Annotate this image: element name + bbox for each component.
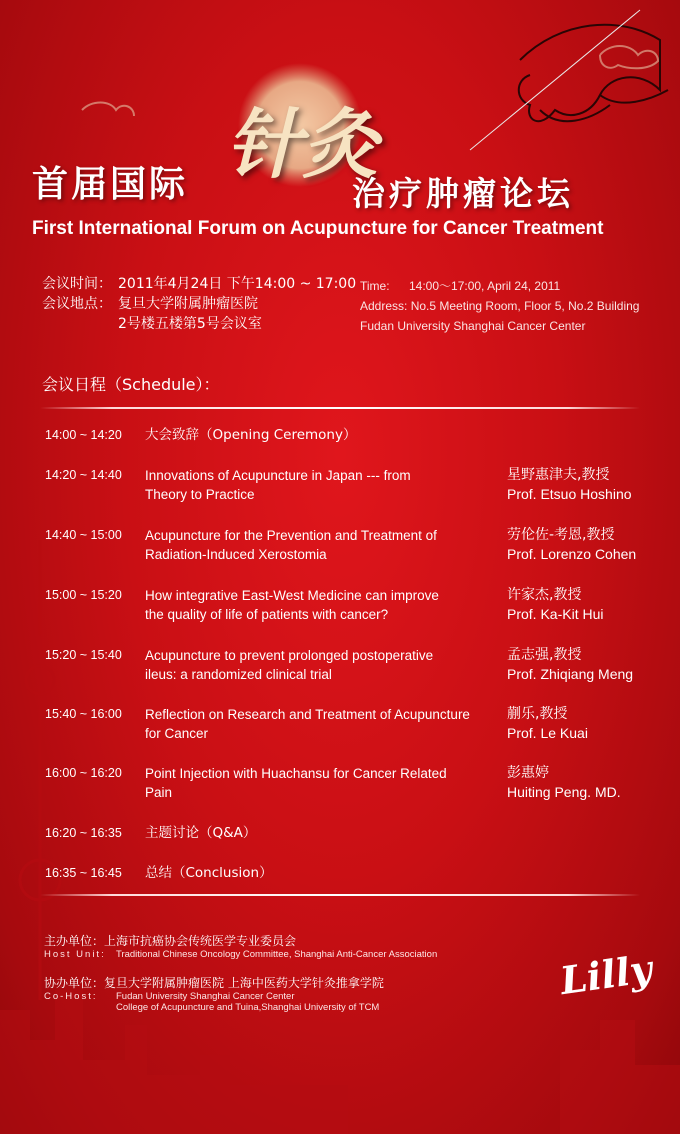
- schedule-title-line: Radiation-Induced Xerostomia: [145, 547, 327, 562]
- time-label-en: Time:: [360, 279, 390, 293]
- speaker-name-en: Prof. Le Kuai: [507, 725, 588, 741]
- schedule-title: [145, 466, 495, 504]
- schedule-title: [145, 864, 495, 883]
- cohost-value-cn: 复旦大学附属肿瘤医院 上海中医药大学针灸推拿学院: [104, 976, 384, 990]
- address-label-en: Address:: [360, 299, 408, 313]
- host-unit: [44, 932, 437, 960]
- schedule-title-line: 大会致辞（Opening Ceremony）: [145, 427, 357, 443]
- schedule-title-line: 主题讨论（Q&A）: [145, 825, 257, 841]
- schedule-title-line: Reflection on Research and Treatment of Acupuncture: [145, 707, 470, 722]
- title-english: First International Forum on Acupuncture for Cancer Treatment: [32, 218, 604, 239]
- schedule-time: 14:00 ~ 14:20: [45, 428, 122, 442]
- schedule-title-line: 总结（Conclusion）: [145, 865, 273, 881]
- title-cn-part1: 首届国际: [32, 163, 189, 205]
- speaker-name-cn: 蒯乐,教授: [507, 706, 568, 722]
- address-line2-cn: 2号楼五楼第5号会议室: [118, 316, 262, 332]
- speaker-name-cn: 彭惠婷: [507, 765, 549, 781]
- host-value-en: Traditional Chinese Oncology Committee, Shanghai Anti-Cancer Association: [116, 949, 438, 960]
- host-label-cn: 主办单位：: [44, 934, 105, 948]
- schedule-title: [145, 646, 495, 684]
- title-chinese: [32, 100, 652, 213]
- schedule-speaker: [507, 526, 677, 564]
- speaker-name-cn: 星野惠津夫,教授: [507, 467, 610, 483]
- speaker-name-en: Prof. Lorenzo Cohen: [507, 546, 637, 562]
- speaker-name-en: Prof. Ka-Kit Hui: [507, 606, 604, 622]
- schedule-time: 16:35 ~ 16:45: [45, 866, 122, 880]
- schedule-time: 14:40 ~ 15:00: [45, 528, 122, 542]
- title-cn-part3: 治疗肿瘤论坛: [352, 174, 574, 213]
- address-line1-en: No.5 Meeting Room, Floor 5, No.2 Building: [410, 299, 640, 313]
- schedule-title-line: ileus: a randomized clinical trial: [145, 667, 332, 682]
- time-value-cn: 2011年4月24日 下午14:00 ~ 17:00: [118, 276, 357, 292]
- schedule-title-line: for Cancer: [145, 726, 209, 741]
- cohost-value-en2: College of Acupuncture and Tuina,Shanghai University of TCM: [116, 1002, 380, 1013]
- schedule-title-line: Innovations of Acupuncture in Japan --- from: [145, 468, 411, 483]
- schedule-speaker: [507, 705, 677, 743]
- schedule-title: [145, 764, 495, 802]
- schedule-speaker: [507, 586, 677, 624]
- schedule-time: 16:20 ~ 16:35: [45, 826, 122, 840]
- schedule-title-line: Point Injection with Huachansu for Cancer Related: [145, 766, 447, 781]
- hand-drawing-icon: [519, 25, 668, 121]
- meeting-info-chinese: [42, 274, 356, 334]
- time-label-cn: 会议时间：: [42, 276, 112, 292]
- schedule-speaker: [507, 764, 677, 802]
- co-host: [44, 974, 384, 1013]
- speaker-name-en: Prof. Zhiqiang Meng: [507, 666, 634, 682]
- schedule-speaker: [507, 466, 677, 504]
- title-cn-acupuncture: 针灸: [226, 100, 378, 189]
- schedule-header: 会议日程（Schedule）：: [42, 375, 220, 394]
- schedule-title: [145, 705, 495, 743]
- cohost-value-en1: Fudan University Shanghai Cancer Center: [116, 991, 295, 1002]
- speaker-name-cn: 孟志强,教授: [507, 647, 582, 663]
- schedule-time: 15:00 ~ 15:20: [45, 588, 122, 602]
- cohost-label-en: Co-Host:: [44, 991, 98, 1002]
- schedule-time: 15:20 ~ 15:40: [45, 648, 122, 662]
- schedule-title: [145, 586, 495, 624]
- divider-top: [40, 407, 640, 409]
- schedule-title: [145, 426, 495, 445]
- schedule-time: 16:00 ~ 16:20: [45, 766, 122, 780]
- time-value-en: 14:00～17:00, April 24, 2011: [409, 279, 561, 293]
- schedule-title-line: Pain: [145, 785, 173, 800]
- schedule-time: 15:40 ~ 16:00: [45, 707, 122, 721]
- divider-bottom: [40, 894, 640, 896]
- schedule-title-line: Acupuncture for the Prevention and Treatment of: [145, 528, 437, 543]
- schedule-title: [145, 526, 495, 564]
- host-label-en: Host Unit:: [44, 949, 106, 960]
- meeting-info-english: [360, 276, 639, 336]
- speaker-name-en: Prof. Etsuo Hoshino: [507, 486, 632, 502]
- address-label-cn: 会议地点：: [42, 296, 112, 312]
- cohost-label-cn: 协办单位：: [44, 976, 105, 990]
- schedule-title-line: Acupuncture to prevent prolonged postoperative: [145, 648, 434, 663]
- host-value-cn: 上海市抗癌协会传统医学专业委员会: [104, 934, 297, 948]
- speaker-name-cn: 劳伦佐-考恩,教授: [507, 527, 615, 543]
- lilly-logo: Lilly: [557, 945, 655, 1004]
- address-line1-cn: 复旦大学附属肿瘤医院: [118, 296, 258, 312]
- schedule-title-line: How integrative East-West Medicine can improve: [145, 588, 439, 603]
- schedule-title-line: the quality of life of patients with cancer?: [145, 607, 389, 622]
- schedule-title-line: Theory to Practice: [145, 487, 255, 502]
- schedule-speaker: [507, 646, 677, 684]
- address-line2-en: Fudan University Shanghai Cancer Center: [360, 319, 586, 333]
- schedule-title: [145, 824, 495, 843]
- speaker-name-cn: 许家杰,教授: [507, 587, 582, 603]
- schedule-time: 14:20 ~ 14:40: [45, 468, 122, 482]
- speaker-name-en: Huiting Peng. MD.: [507, 784, 621, 800]
